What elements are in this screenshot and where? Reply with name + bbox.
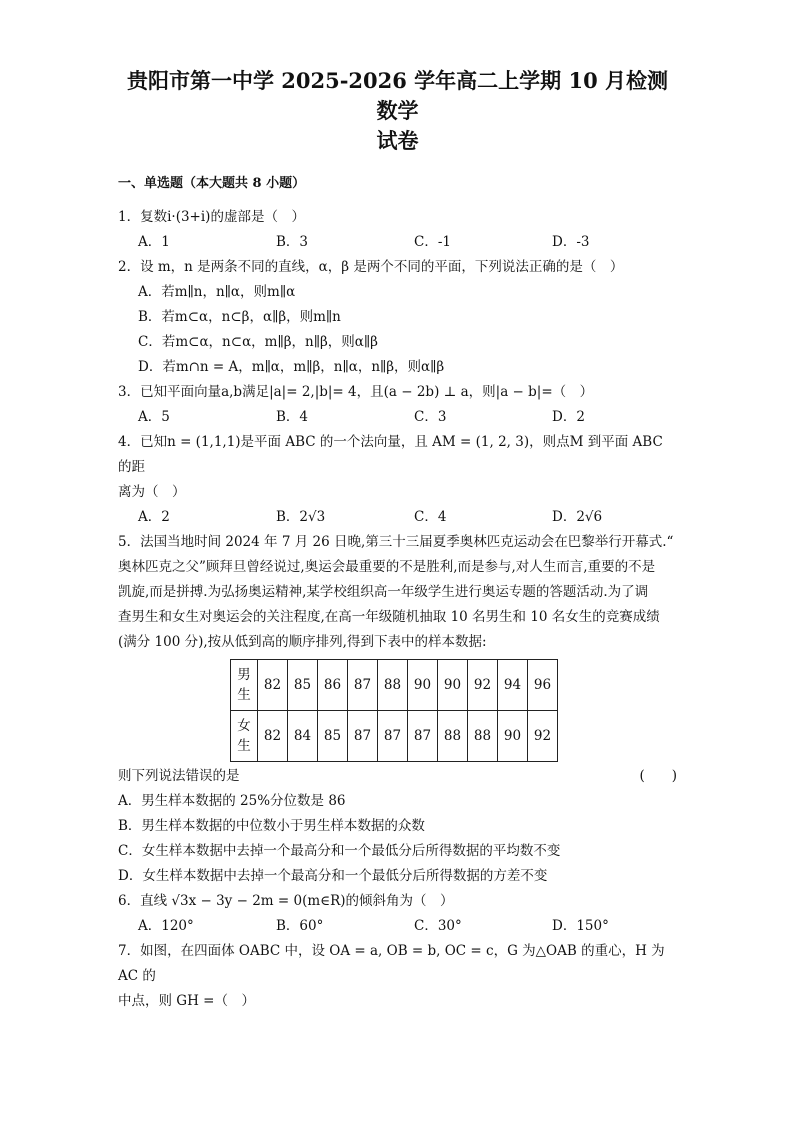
table-cell: 92 <box>468 660 498 711</box>
question-4-stem-line-2: 离为（ ） <box>118 484 186 500</box>
option-d: D．女生样本数据中去掉一个最高分和一个最低分后所得数据的方差不变 <box>118 868 548 884</box>
table-cell: 90 <box>438 660 468 711</box>
question-1-stem: 1．复数i·(3+i)的虚部是（ ） <box>118 209 305 225</box>
question-6-options <box>118 914 677 939</box>
row-header-female-bottom: 生 <box>237 738 251 754</box>
table-cell: 94 <box>498 660 528 711</box>
question-5-prompt: 则下列说法错误的是 <box>118 768 240 784</box>
question-4-stem-line-1: 4．已知n = (1,1,1)是平面 ABC 的一个法向量，且 AM = (1, 2, 3)，则点M 到平面 ABC 的距 <box>118 434 663 475</box>
row-header-female-top: 女 <box>237 718 251 734</box>
row-header-male-bottom: 生 <box>237 687 251 703</box>
table-cell: 88 <box>438 711 468 762</box>
question-5-prompt-row <box>118 764 677 789</box>
question-7-stem-line-1: 7．如图，在四面体 OABC 中，设 OA = a, OB = b, OC = c，G 为△OAB 的重心，H 为 AC 的 <box>118 943 665 984</box>
option-c: C．-1 <box>414 234 451 250</box>
question-4 <box>118 430 677 530</box>
table-row-male <box>231 660 558 711</box>
question-2 <box>118 255 677 380</box>
question-1-options <box>118 230 677 255</box>
table-cell: 87 <box>408 711 438 762</box>
table-cell: 82 <box>258 711 288 762</box>
question-5 <box>118 530 677 889</box>
option-d: D．2 <box>552 409 585 425</box>
option-c: C．若m⊂α，n⊂α，m∥β，n∥β，则α∥β <box>138 334 378 350</box>
table-cell: 87 <box>348 660 378 711</box>
option-a: A．2 <box>138 509 170 525</box>
question-7 <box>118 939 677 1014</box>
row-header-female <box>231 711 258 762</box>
option-b: B．3 <box>276 234 309 250</box>
question-5-stem-line-4: 查男生和女生对奥运会的关注程度,在高一年级随机抽取 10 名男生和 10 名女生的竞赛成绩 <box>118 609 660 625</box>
question-5-stem-line-1: 5．法国当地时间 2024 年 7 月 26 日晚,第三十三届夏季奥林匹克运动会在巴黎举行开幕式.“ <box>118 534 674 550</box>
option-a: A．若m∥n，n∥α，则m∥α <box>138 284 296 300</box>
table-cell: 84 <box>288 711 318 762</box>
option-a: A．1 <box>138 234 170 250</box>
option-a: A．男生样本数据的 25%分位数是 86 <box>118 793 346 809</box>
question-6 <box>118 889 677 939</box>
table-cell: 86 <box>318 660 348 711</box>
question-5-stem-line-3: 凯旋,而是拼搏.为弘扬奥运精神,某学校组织高一年级学生进行奥运专题的答题活动.为了调 <box>118 584 649 600</box>
table-cell: 85 <box>318 711 348 762</box>
table-cell: 87 <box>378 711 408 762</box>
option-a: A．120° <box>138 918 194 934</box>
section-heading-single-choice: 一、单选题（本大题共 8 小题） <box>118 176 306 191</box>
table-cell: 87 <box>348 711 378 762</box>
table-cell: 90 <box>408 660 438 711</box>
row-header-male <box>231 660 258 711</box>
question-7-stem-line-2: 中点，则 GH =（ ） <box>118 993 255 1009</box>
question-5-stem-line-5: (满分 100 分),按从低到高的顺序排列,得到下表中的样本数据: <box>118 634 487 650</box>
row-header-male-top: 男 <box>237 667 251 683</box>
table-cell: 90 <box>498 711 528 762</box>
option-b: B．4 <box>276 409 309 425</box>
question-3 <box>118 380 677 430</box>
table-row-female <box>231 711 558 762</box>
option-d: D．-3 <box>552 234 590 250</box>
option-a: A．5 <box>138 409 170 425</box>
table-cell: 85 <box>288 660 318 711</box>
question-3-stem: 3．已知平面向量a,b满足|a|= 2,|b|= 4，且(a − 2b) ⊥ a，则|a − b|=（ ） <box>118 384 594 400</box>
question-6-stem: 6．直线 √3x − 3y − 2m = 0(m∈R)的倾斜角为（ ） <box>118 893 454 909</box>
table-cell: 88 <box>468 711 498 762</box>
question-5-stem-line-2: 奥林匹克之父”顾拜旦曾经说过,奥运会最重要的不是胜利,而是参与,对人生而言,重要的不是 <box>118 559 656 575</box>
table-cell: 92 <box>528 711 558 762</box>
title-line-2: 试卷 <box>376 128 419 153</box>
table-cell: 88 <box>378 660 408 711</box>
option-b: B．男生样本数据的中位数小于男生样本数据的众数 <box>118 818 425 834</box>
option-d: D．2√6 <box>552 509 603 525</box>
option-c: C．4 <box>414 509 447 525</box>
question-1 <box>118 205 677 255</box>
option-b: B．若m⊂α，n⊂β，α∥β，则m∥n <box>138 309 341 325</box>
option-c: C．3 <box>414 409 447 425</box>
question-3-options <box>118 405 677 430</box>
answer-paren: ( ) <box>639 768 677 784</box>
title-line-1: 贵阳市第一中学 2025-2026 学年高二上学期 10 月检测数学 <box>126 68 669 123</box>
option-b: B．2√3 <box>276 509 326 525</box>
table-cell: 96 <box>528 660 558 711</box>
score-table <box>230 659 558 762</box>
question-2-stem: 2．设 m，n 是两条不同的直线，α，β 是两个不同的平面，下列说法正确的是（ ） <box>118 259 624 275</box>
table-cell: 82 <box>258 660 288 711</box>
question-4-options <box>118 505 677 530</box>
option-c: C．女生样本数据中去掉一个最高分和一个最低分后所得数据的平均数不变 <box>118 843 561 859</box>
option-d: D．150° <box>552 918 609 934</box>
option-c: C．30° <box>414 918 462 934</box>
option-d: D．若m∩n = A，m∥α，m∥β，n∥α，n∥β，则α∥β <box>138 359 445 375</box>
option-b: B．60° <box>276 918 324 934</box>
exam-title <box>118 66 677 156</box>
